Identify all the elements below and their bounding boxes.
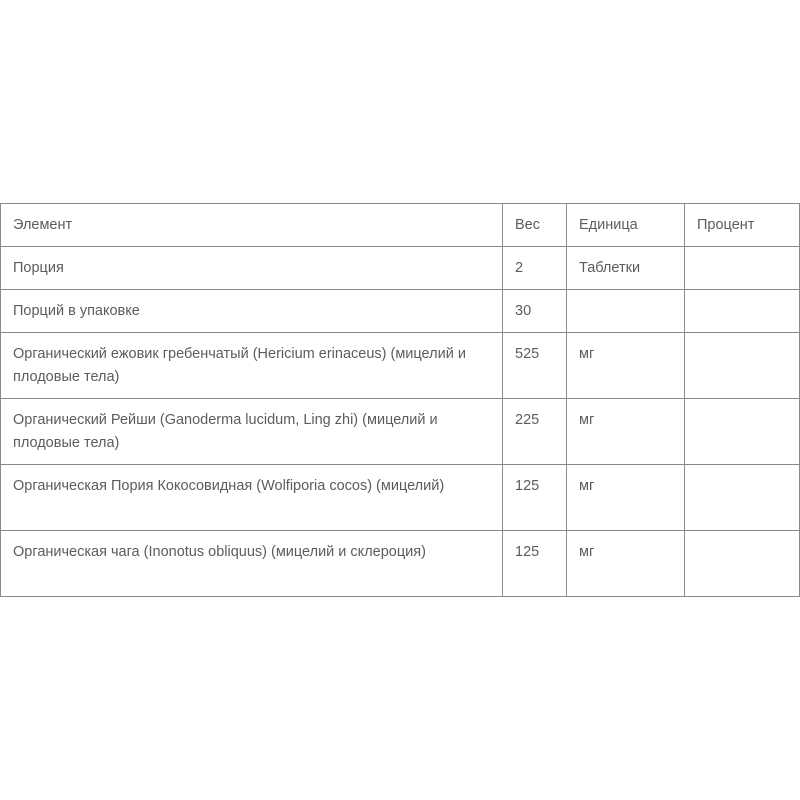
header-unit: Единица (567, 204, 685, 247)
table-row (1, 399, 800, 465)
table-row (1, 465, 800, 531)
cell-element: Органическая Пория Кокосовидная (Wolfiporia cocos) (мицелий) (1, 465, 503, 531)
cell-unit (567, 290, 685, 333)
cell-unit: мг (567, 333, 685, 399)
cell-unit: мг (567, 399, 685, 465)
header-element: Элемент (1, 204, 503, 247)
table-row (1, 333, 800, 399)
table-header-row (1, 204, 800, 247)
cell-percent (685, 465, 800, 531)
header-percent: Процент (685, 204, 800, 247)
cell-percent (685, 247, 800, 290)
cell-unit: мг (567, 531, 685, 597)
cell-element: Порций в упаковке (1, 290, 503, 333)
cell-percent (685, 333, 800, 399)
cell-weight: 30 (503, 290, 567, 333)
supplement-facts-table (0, 203, 800, 597)
cell-weight: 125 (503, 465, 567, 531)
cell-unit: мг (567, 465, 685, 531)
cell-weight: 525 (503, 333, 567, 399)
cell-element: Порция (1, 247, 503, 290)
table-row (1, 247, 800, 290)
cell-weight: 225 (503, 399, 567, 465)
cell-element: Органический ежовик гребенчатый (Hericium erinaceus) (мицелий и плодовые тела) (1, 333, 503, 399)
cell-percent (685, 290, 800, 333)
cell-percent (685, 399, 800, 465)
cell-percent (685, 531, 800, 597)
cell-unit: Таблетки (567, 247, 685, 290)
cell-weight: 2 (503, 247, 567, 290)
supplement-facts-table-container (0, 203, 799, 597)
header-weight: Вес (503, 204, 567, 247)
table-row (1, 531, 800, 597)
table-row (1, 290, 800, 333)
cell-element: Органический Рейши (Ganoderma lucidum, Ling zhi) (мицелий и плодовые тела) (1, 399, 503, 465)
cell-element: Органическая чага (Inonotus obliquus) (мицелий и склероция) (1, 531, 503, 597)
cell-weight: 125 (503, 531, 567, 597)
